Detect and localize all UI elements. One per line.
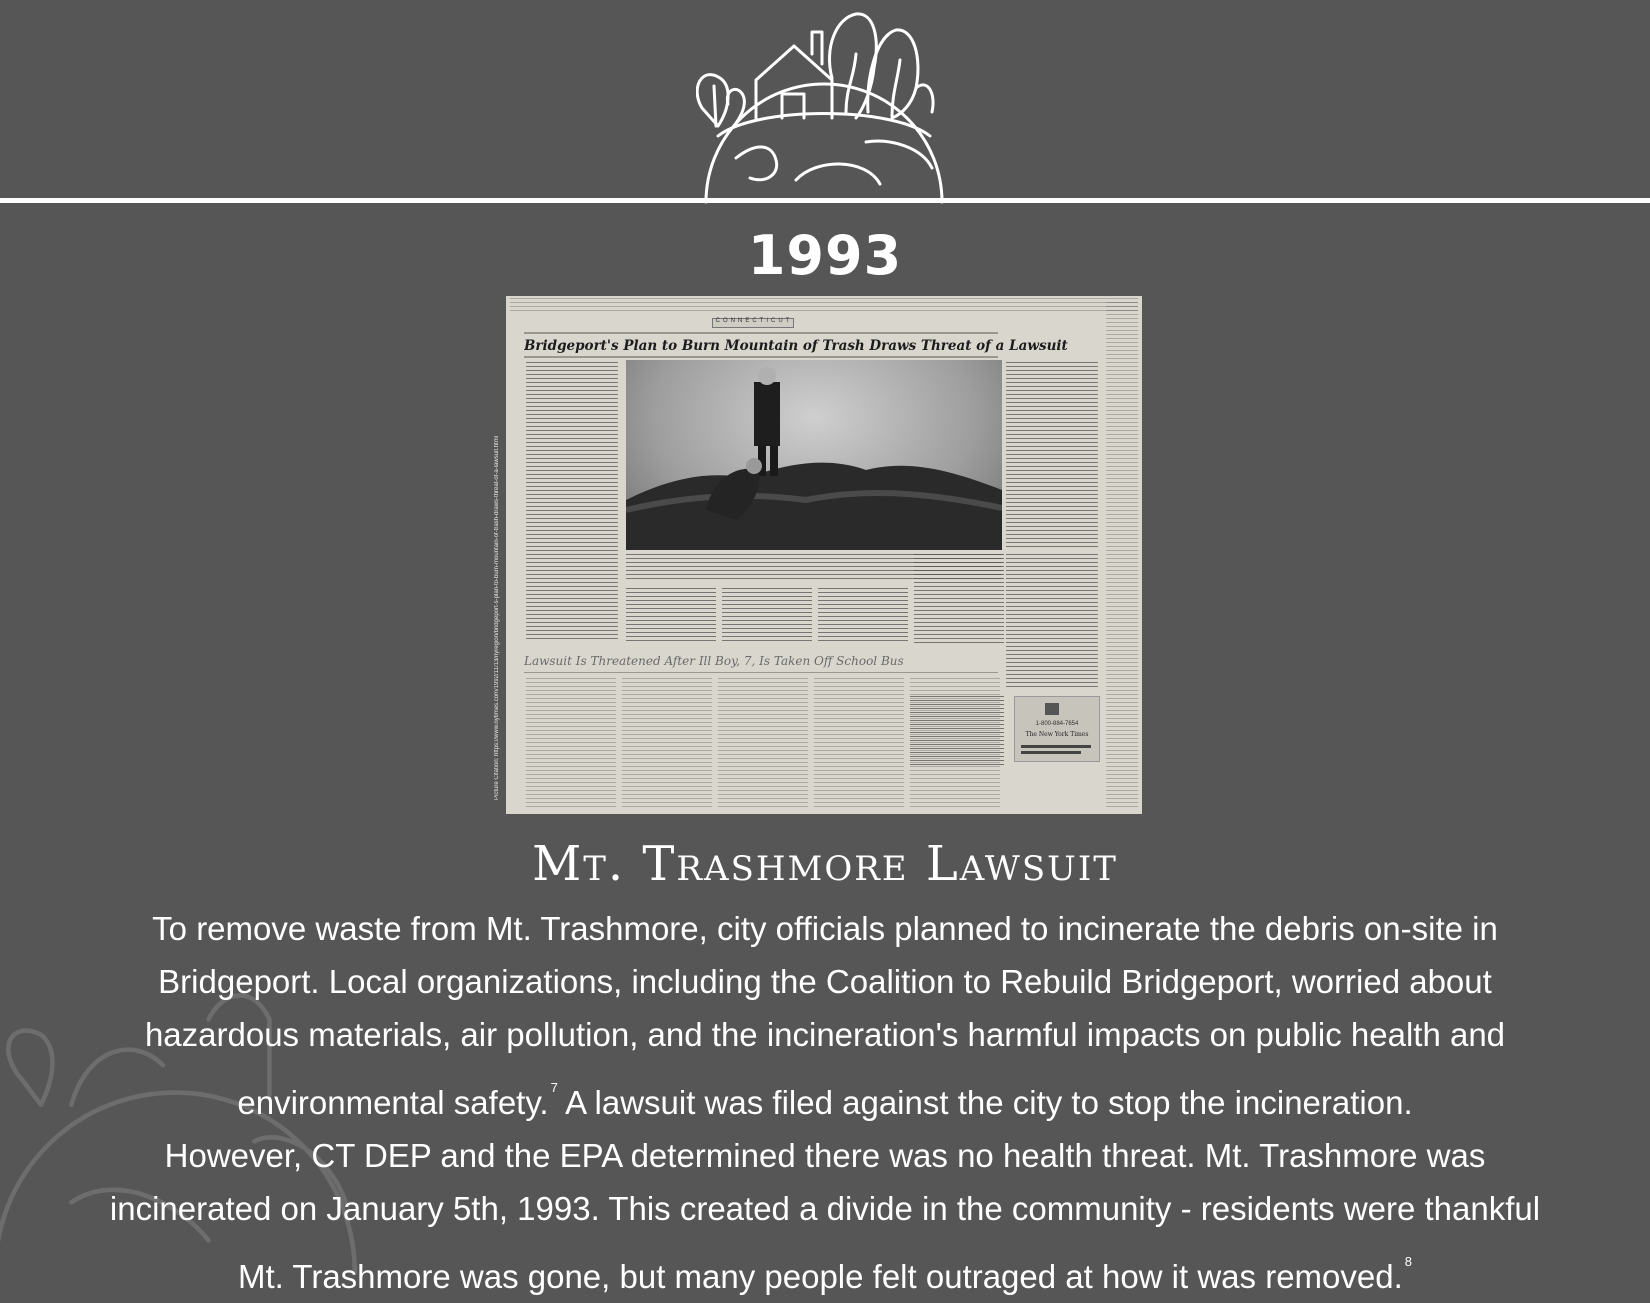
newspaper-clipping xyxy=(506,296,1142,814)
body-line-3: hazardous materials, air pollution, and the incineration's harmful impacts on public health and xyxy=(144,1016,1506,1053)
footnote-7: 7 xyxy=(550,1080,558,1095)
clipping-rule-top xyxy=(524,332,998,334)
ad-text-line xyxy=(1021,745,1091,748)
body-line-1: To remove waste from Mt. Trashmore, city officials planned to incinerate the debris on-site in xyxy=(152,910,1498,947)
clipping-subheadline: Lawsuit Is Threatened After Ill Boy, 7, Is Taken Off School Bus xyxy=(524,654,904,668)
clipping-column-right xyxy=(1006,362,1098,548)
clipping-column-1 xyxy=(526,362,618,642)
body-line-7: Mt. Trashmore was gone, but many people felt outraged at how it was removed. xyxy=(238,1258,1403,1295)
body-paragraph xyxy=(60,902,1590,1303)
ad-logo-icon xyxy=(1045,703,1059,715)
clipping-column-7 xyxy=(526,678,616,808)
clipping-column-10 xyxy=(814,678,904,808)
picture-citation: Picture Citation: https://www.nytimes.com/1992/11/13/nyregion/bridgeport-s-plan-to-burn-mountain-of-trash-draws-threat-of-a-lawsuit.html xyxy=(494,435,500,800)
trash-pile-photo xyxy=(626,360,1002,550)
footnote-8: 8 xyxy=(1404,1254,1412,1269)
clipping-column-9 xyxy=(718,678,808,808)
body-line-5: However, CT DEP and the EPA determined there was no health threat. Mt. Trashmore was xyxy=(164,1137,1486,1174)
ad-text-line xyxy=(1021,751,1081,754)
clipping-column-8 xyxy=(622,678,712,808)
ad-brand: The New York Times xyxy=(1025,731,1089,738)
globe-town-icon xyxy=(696,8,952,204)
ad-phone: 1-800-884-7654 xyxy=(1035,721,1079,727)
header-divider xyxy=(0,198,1650,203)
clipping-top-text xyxy=(510,298,1138,312)
body-line-6: incinerated on January 5th, 1993. This created a divide in the community - residents were thankful xyxy=(109,1190,1541,1227)
clipping-column-6 xyxy=(1006,554,1098,688)
year-title: 1993 xyxy=(747,224,903,287)
clipping-headline: Bridgeport's Plan to Burn Mountain of Trash Draws Threat of a Lawsuit xyxy=(524,338,1068,354)
clipping-column-12 xyxy=(910,696,1004,766)
clipping-rule-mid xyxy=(524,356,998,358)
section-heading: Mt. Trashmore Lawsuit xyxy=(532,836,1118,892)
clipping-advertisement xyxy=(1014,696,1100,762)
clipping-photo xyxy=(626,360,1002,550)
clipping-column-4 xyxy=(818,588,908,644)
clipping-column-3 xyxy=(722,588,812,644)
clipping-section-label: CONNECTICUT xyxy=(715,318,793,324)
body-line-4a: environmental safety. xyxy=(237,1084,549,1121)
clipping-rule-bottom xyxy=(524,672,998,673)
body-line-2: Bridgeport. Local organizations, including the Coalition to Rebuild Bridgeport, worried about xyxy=(158,963,1492,1000)
clipping-column-5 xyxy=(914,554,1004,644)
clipping-sidebar xyxy=(1106,302,1138,808)
clipping-column-2 xyxy=(626,588,716,644)
body-line-4b: A lawsuit was filed against the city to stop the incineration. xyxy=(557,1084,1413,1121)
